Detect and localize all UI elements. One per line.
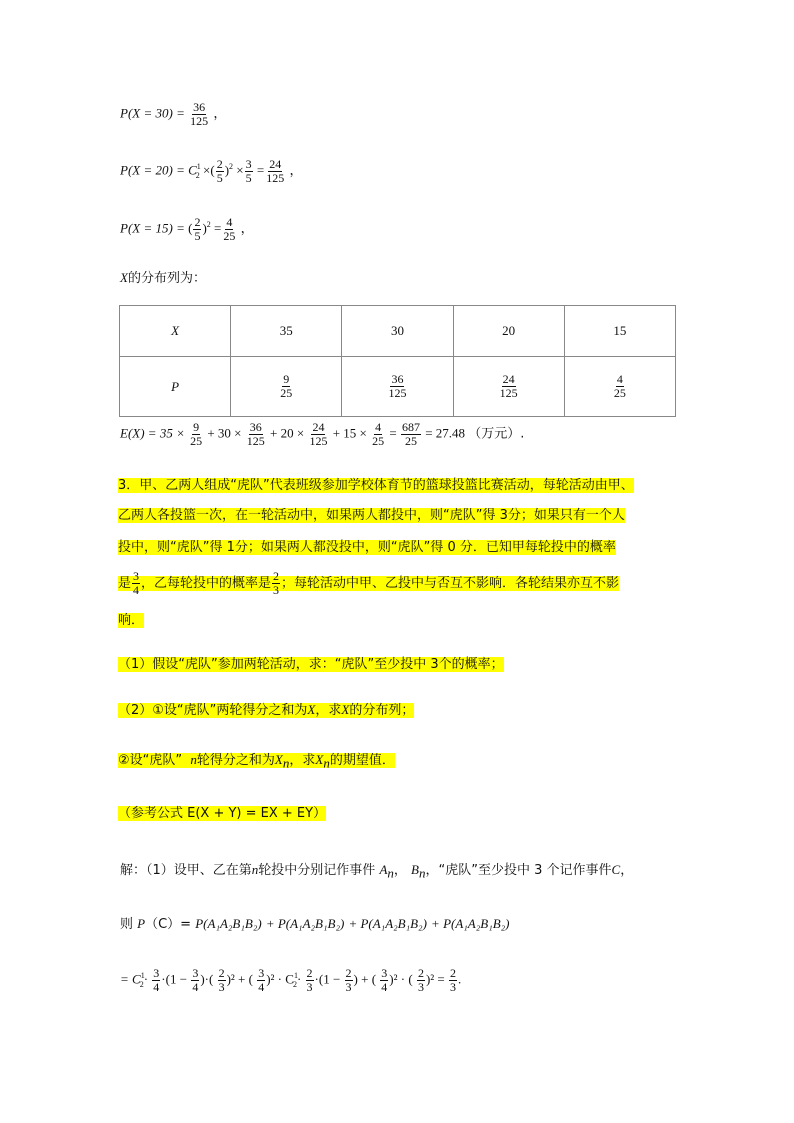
table-row <box>120 306 676 357</box>
prob-x30-lhs: P(X = 30) = <box>120 105 185 121</box>
table-cell: P <box>120 357 231 417</box>
reference-formula: （参考公式 E(X + Y) = EX + EY） <box>118 806 327 821</box>
problem-text-line: 乙两人各投篮一次，在一轮活动中，如果两人都投中，则“虎队”得 3分；如果只有一个人 <box>118 508 625 523</box>
question-2: （2）①设“虎队”两轮得分之和为X，求X的分布列； <box>118 702 415 718</box>
question-3: ②设“虎队” n轮得分之和为$X_n$，求$X_n$的期望值． <box>118 752 395 771</box>
table-cell: $\frac{24}{125}$ <box>453 357 564 417</box>
table-cell: 30 <box>342 306 453 357</box>
table-cell: $\frac{9}{25}$ <box>231 357 342 417</box>
prob-x15: P(X = 15) = ( $\frac{2}{5}$ )$^2$ = $\frac{4}{25}$ ， <box>120 214 254 243</box>
prob-x30: P(X = 30) = $\frac{36}{125}$ ， <box>120 100 227 128</box>
question-1: （1）假设“虎队”参加两轮活动，求：“虎队”至少投中 3个的概率； <box>118 657 504 672</box>
expectation-equation: E(X) = 35 × $\frac{9}{25}$ + 30 × $\frac{36}{125}$ + 20 × $\frac{24}{125}$ + 15 × $\frac{4}{25}$ = $\frac{687}{25}$ = 27.48 （万元）. <box>120 420 525 448</box>
distribution-intro: X的分布列为： <box>120 270 206 286</box>
solution-line-3: = $C^1_2\cdot$ $\frac{3}{4}$ ·(1 − $\frac{3}{4}$ )·( $\frac{2}{3}$ )² + ( $\frac{3}{4}$ )$^2 \cdot C^1_2\cdot$ $\frac{2}{3}$ ·(1 − $\frac{2}{3}$ ) + ( $\frac{3}{4}$ )² · ( $\frac{2}{3}$ )² = $\frac{2}{3}$ . <box>120 965 462 994</box>
problem-text-line: 投中，则“虎队”得 1分；如果两人都没投中，则“虎队”得 0 分．已知甲每轮投中的概率 <box>118 540 616 555</box>
distribution-table <box>119 305 676 417</box>
prob-x30-fraction: $\frac{36}{125}$ <box>190 100 209 128</box>
table-cell: 20 <box>453 306 564 357</box>
problem-text-line: 3．甲、乙两人组成“虎队”代表班级参加学校体育节的篮球投篮比赛活动，每轮活动由甲、 <box>118 478 634 493</box>
table-row <box>120 357 676 417</box>
table-cell: 35 <box>231 306 342 357</box>
solution-line-2: 则 P（C）= P(A₁A₂B₁B₂) + P(A₁A₂B₁B₂) + P(A₁A₂B₁B₂) + P(A₁A₂B₁B₂) <box>120 916 510 932</box>
problem-text-line: 响． <box>118 613 145 628</box>
solution-line-1: 解：（1）设甲、乙在第n轮投中分别记作事件 $A_n$， $B_n$，“虎队”至少投中 3 个记作事件C， <box>120 862 634 881</box>
table-cell: $\frac{36}{125}$ <box>342 357 453 417</box>
table-cell: 15 <box>564 306 675 357</box>
problem-text-line: 是 $\frac{3}{4}$ ，乙每轮投中的概率是 $\frac{2}{3}$ ；每轮活动中甲、乙投中与否互不影响．各轮结果亦互不影 <box>118 569 620 597</box>
table-cell: X <box>120 306 231 357</box>
table-cell: $\frac{4}{25}$ <box>564 357 675 417</box>
prob-x20: $P(X = 20) = C^1_2$ ×( $\frac{2}{5}$ )$^2$ × $\frac{3}{5}$ = $\frac{24}{125}$ ， <box>120 156 303 185</box>
